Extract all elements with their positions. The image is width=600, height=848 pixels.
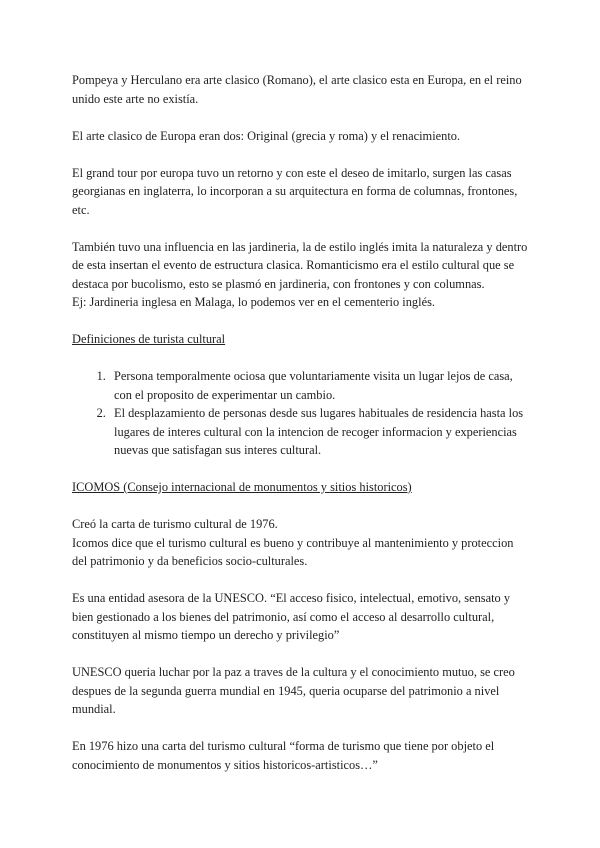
paragraph-jardineria: También tuvo una influencia en las jardineria, la de estilo inglés imita la naturaleza y dentro de esta insertan el evento de estructura clasica. Romanticismo era el estilo cultural que se destaca por bucolismo, esto se plasmó en jardineria, con frontones y con columnas.	[72, 239, 528, 291]
paragraph-arte-clasico: El arte clasico de Europa eran dos: Original (grecia y roma) y el renacimiento.	[72, 128, 461, 143]
paragraph-pompeya: Pompeya y Herculano era arte clasico (Romano), el arte clasico esta en Europa, en el reino unido este arte no existía.	[72, 73, 522, 106]
paragraph-unesco-asesora: Es una entidad asesora de la UNESCO. “El acceso fisico, intelectual, emotivo, sensato y bien gestionado a los bienes del patrimonio, así como el acceso al desarrollo cultural, constituyen al mismo tiempo un derecho y privilegio”	[72, 591, 511, 642]
paragraph-unesco-paz: UNESCO queria luchar por la paz a traves de la cultura y el conocimiento mutuo, se creo despues de la segunda guerra mundial en 1945, queria ocuparse del patrimonio a nivel mundial.	[72, 665, 515, 716]
paragraph-carta-turismo: En 1976 hizo una carta del turismo cultural “forma de turismo que tiene por objeto el conocimiento de monumentos y sitios historicos-artisticos…”	[72, 739, 495, 772]
paragraph-icomos-dice: Icomos dice que el turismo cultural es bueno y contribuye al mantenimiento y proteccion del patrimonio y da beneficios socio-culturales.	[72, 535, 514, 568]
definitions-list	[72, 367, 528, 460]
list-item: 2. El desplazamiento de personas desde sus lugares habituales de residencia hasta los lugares de interes cultural con la intencion de recoger informacion y experiencias nuevas que satisfagan sus interes cultural.	[109, 404, 528, 460]
list-item: 1. Persona temporalmente ociosa que voluntariamente visita un lugar lejos de casa, con el proposito de experimentar un cambio.	[109, 367, 528, 404]
paragraph-grand-tour: El grand tour por europa tuvo un retorno y con este el deseo de imitarlo, surgen las casas georgianas en inglaterra, lo incorporan a su arquitectura en forma de columnas, frontones, etc.	[72, 165, 518, 217]
heading-icomos: ICOMOS (Consejo internacional de monumentos y sitios historicos)	[72, 480, 412, 494]
paragraph-jardineria-example: Ej: Jardineria inglesa en Malaga, lo podemos ver en el cementerio inglés.	[72, 295, 435, 309]
paragraph-carta-1976: Creó la carta de turismo cultural de 1976.	[72, 517, 278, 531]
heading-definiciones: Definiciones de turista cultural	[72, 332, 226, 346]
